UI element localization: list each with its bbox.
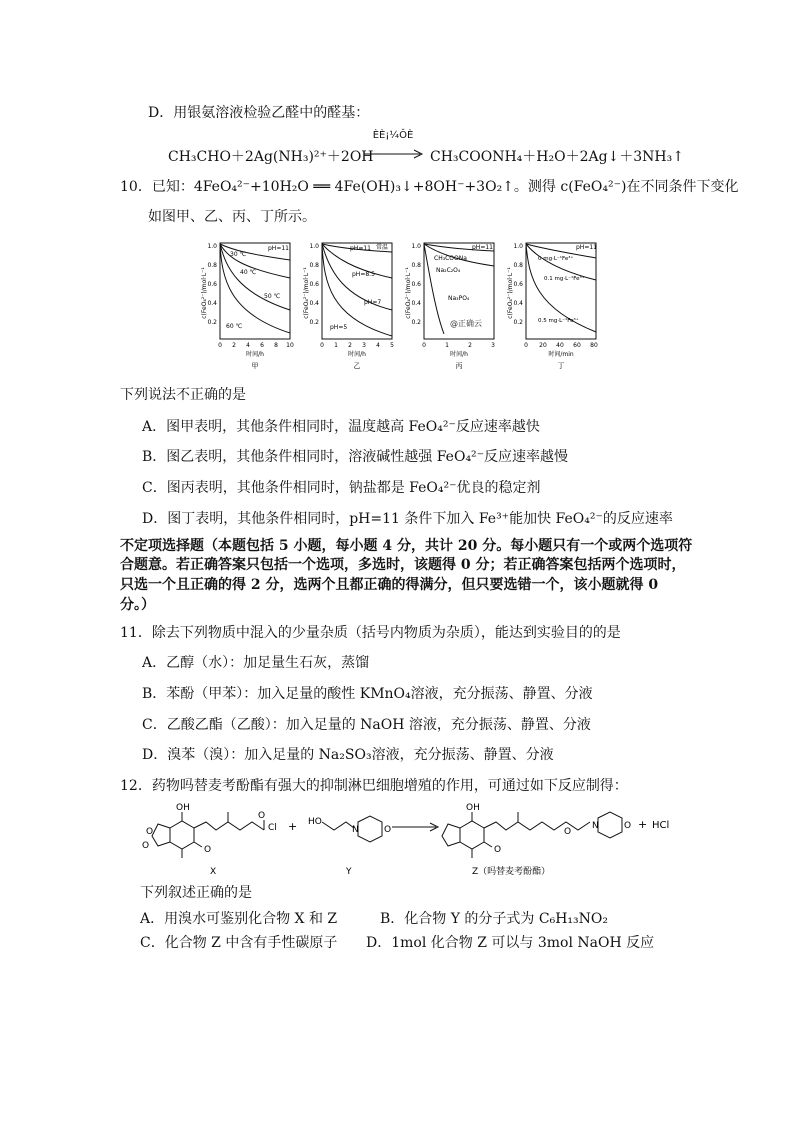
q10-option-a: A．图甲表明，其他条件相同时，温度越高 FeO₄²⁻反应速率越快	[142, 419, 540, 435]
x-axis-label: 时间/min	[548, 351, 574, 358]
z-o-label: O	[624, 821, 632, 831]
z-ome-label: O	[494, 845, 502, 855]
plus-sign-2: +	[638, 818, 648, 831]
chart-caption: 丙	[455, 362, 463, 370]
y-tick-0.2: 0.2	[207, 319, 217, 326]
curve-label-ch3coona: CH₃COONa	[434, 255, 467, 262]
q12-option-b: B．化合物 Y 的分子式为 C₆H₁₃NO₂	[380, 911, 608, 927]
x-tick-0: 0	[524, 342, 528, 349]
curve-label-na3po4: Na₃PO₄	[448, 295, 470, 302]
y-axis-label: c(FeO₄²⁻)/mol·L⁻¹	[201, 267, 208, 319]
q11-stem: 11．除去下列物质中混入的少量杂质（括号内物质为杂质），能达到实验目的的是	[120, 625, 621, 641]
curve-label-0.5mg: 0.5 mg·L⁻¹Fe³⁺	[538, 318, 579, 324]
y-tick-0.6: 0.6	[309, 281, 319, 288]
hcl-label: HCl	[652, 820, 670, 831]
x-ring-o-label: O	[146, 827, 154, 837]
x-axis-label: 时间/h	[246, 351, 264, 358]
x-tick-5: 5	[390, 342, 394, 349]
y-axis-label: c(FeO₄²⁻)/mol·L⁻¹	[507, 267, 514, 319]
y-tick-1.0: 1.0	[513, 243, 523, 250]
reaction-scheme	[140, 800, 680, 884]
x-tick-8: 8	[274, 342, 278, 349]
x-tick-1: 1	[445, 342, 449, 349]
curve-label-30c: 30 ℃	[230, 251, 247, 258]
y-n-label: N	[352, 825, 359, 835]
chart-bing	[402, 238, 502, 377]
curve-ph5	[322, 244, 392, 336]
y-tick-1.0: 1.0	[309, 243, 319, 250]
x-tick-20: 20	[539, 342, 547, 349]
y-tick-0.2: 0.2	[513, 319, 523, 326]
x-tick-0: 0	[218, 342, 222, 349]
curve-label-na2c2o4: Na₂C₂O₄	[436, 267, 461, 274]
y-o-label: O	[384, 825, 392, 835]
chart-jia	[198, 238, 298, 377]
x-tick-40: 40	[556, 342, 564, 349]
q12-option-c: C．化合物 Z 中含有手性碳原子	[140, 935, 338, 951]
curve-label-ph11: pH=11	[350, 245, 371, 252]
q10-option-b: B．图乙表明，其他条件相同时，溶液碱性越强 FeO₄²⁻反应速率越慢	[142, 449, 569, 465]
curve-label-0.1mg: 0.1 mg·L⁻¹Fe³⁺	[544, 276, 585, 282]
x-tick-2: 2	[232, 342, 236, 349]
chart-ding	[504, 238, 604, 377]
y-tick-0.6: 0.6	[513, 281, 523, 288]
y-ho-label: HO	[308, 817, 322, 827]
q12-option-a: A．用溴水可鉴别化合物 X 和 Z	[140, 911, 338, 927]
molecule-z	[442, 812, 622, 858]
chart-note: 常温	[376, 244, 389, 251]
q12-stem: 12．药物吗替麦考酚酯有强大的抑制淋巴细胞增殖的作用，可通过如下反应制得：	[120, 778, 628, 794]
q9-equation-left: CH₃CHO＋2Ag(NH₃)²⁺＋2OH⁻	[168, 149, 381, 165]
q11-option-c: C．乙酸乙酯（乙酸）：加入足量的 NaOH 溶液，充分振荡、静置、分液	[142, 717, 591, 733]
x-carbonyl-o-label: O	[142, 841, 150, 851]
chart-note: pH=11	[268, 245, 289, 252]
x-tick-3: 3	[362, 342, 366, 349]
q9-equation-arrow	[362, 130, 424, 160]
x-tick-0: 0	[320, 342, 324, 349]
x-cl-label: Cl	[268, 823, 277, 833]
x-tick-3: 3	[491, 342, 495, 349]
curve-label-ph5: pH=5	[330, 324, 348, 331]
watermark: @正确云	[450, 319, 482, 328]
y-tick-0.4: 0.4	[411, 300, 421, 307]
section-line-1: 不定项选择题（本题包括 5 小题，每小题 4 分，共计 20 分。每小题只有一个或两个选项符	[120, 538, 693, 554]
curve-label-50c: 50 ℃	[264, 293, 281, 300]
z-ester-o-label: O	[564, 827, 572, 837]
chart-note: pH=11	[472, 244, 493, 251]
chart-caption: 乙	[353, 362, 361, 370]
section-line-3: 只选一个且正确的得 2 分，选两个且都正确的得满分，但只要选错一个，该小题就得 0	[120, 577, 659, 593]
y-tick-0.8: 0.8	[411, 262, 421, 269]
y-tick-0.8: 0.8	[309, 262, 319, 269]
x-tick-1: 1	[334, 342, 338, 349]
q12-question: 下列叙述正确的是	[140, 885, 252, 901]
z-oh-label: OH	[466, 803, 480, 813]
y-tick-0.6: 0.6	[207, 281, 217, 288]
curve-label-0mg: 0 mg·L⁻¹Fe³⁺	[538, 256, 574, 262]
x-tick-60: 60	[573, 342, 581, 349]
q10-stem-2: 如图甲、乙、丙、丁所示。	[148, 209, 316, 225]
x-axis-label: 时间/h	[450, 351, 468, 358]
q11-option-d: D．溴苯（溴）：加入足量的 Na₂SO₃溶液，充分振荡、静置、分液	[142, 747, 554, 763]
chart-note: pH=11	[576, 244, 597, 251]
x-tick-4: 4	[246, 342, 250, 349]
x-tick-2: 2	[348, 342, 352, 349]
chart-caption: 丁	[557, 362, 565, 370]
chart-caption: 甲	[251, 362, 259, 370]
y-axis-label: c(FeO₄²⁻)/mol·L⁻¹	[303, 267, 310, 319]
curve-label-ph7: pH=7	[364, 299, 382, 306]
q9-equation-right: CH₃COONH₄＋H₂O＋2Ag↓＋3NH₃↑	[430, 149, 684, 165]
chart-yi	[300, 238, 400, 377]
x-tick-10: 10	[286, 342, 294, 349]
x-ome-label: O	[204, 845, 212, 855]
y-tick-0.4: 0.4	[207, 300, 217, 307]
q10-option-d: D．图丁表明，其他条件相同时，pH=11 条件下加入 Fe³⁺能加快 FeO₄²⁻的反应速率	[142, 511, 673, 527]
q11-option-a: A．乙醇（水）：加足量生石灰，蒸馏	[142, 655, 370, 671]
x-tick-4: 4	[376, 342, 380, 349]
section-line-2: 合题意。若正确答案只包括一个选项，多选时，该题得 0 分；若正确答案包括两个选项时，	[120, 557, 686, 573]
x-tick-2: 2	[468, 342, 472, 349]
label-y: Y	[346, 867, 352, 877]
y-axis-label: c(FeO₄²⁻)/mol·L⁻¹	[405, 267, 412, 319]
x-axis-label: 时间/h	[348, 351, 366, 358]
y-tick-0.2: 0.2	[309, 319, 319, 326]
x-tick-80: 80	[590, 342, 598, 349]
label-z: Z（吗替麦考酚酯）	[472, 867, 551, 877]
y-tick-0.8: 0.8	[207, 262, 217, 269]
x-tick-6: 6	[260, 342, 264, 349]
y-tick-0.4: 0.4	[309, 300, 319, 307]
reaction-arrow	[392, 823, 438, 831]
y-tick-0.4: 0.4	[513, 300, 523, 307]
q10-stem-1: 10．已知：4FeO₄²⁻+10H₂O ══ 4Fe(OH)₃↓+8OH⁻+3O₂↑。测得 c(FeO₄²⁻)在不同条件下变化	[120, 179, 739, 195]
x-acyl-o-label: O	[258, 811, 266, 821]
curve-label-60c: 60 ℃	[226, 323, 243, 330]
q11-option-b: B．苯酚（甲苯）：加入足量的酸性 KMnO₄溶液，充分振荡、静置、分液	[142, 686, 593, 702]
x-tick-0: 0	[422, 342, 426, 349]
q9-arrow-condition: ÈÈ¡¼ÔÈ	[372, 130, 414, 141]
section-line-4: 分。）	[120, 597, 155, 613]
label-x: X	[210, 867, 217, 877]
curve-label-40c: 40 ℃	[240, 269, 257, 276]
q9-option-d: D．用银氨溶液检验乙醛中的醛基：	[148, 105, 370, 121]
z-n-label: N	[592, 821, 599, 831]
y-tick-1.0: 1.0	[411, 243, 421, 250]
y-tick-0.8: 0.8	[513, 262, 523, 269]
q10-question: 下列说法不正确的是	[120, 387, 246, 403]
x-oh-label: OH	[176, 803, 190, 813]
plus-sign-1: +	[288, 820, 298, 833]
curve-label-ph8.5: pH=8.5	[352, 271, 375, 278]
y-tick-0.2: 0.2	[411, 319, 421, 326]
q12-option-d: D．1mol 化合物 Z 可以与 3mol NaOH 反应	[366, 935, 655, 951]
q10-option-c: C．图丙表明，其他条件相同时，钠盐都是 FeO₄²⁻优良的稳定剂	[142, 480, 541, 496]
y-tick-1.0: 1.0	[207, 243, 217, 250]
y-tick-0.6: 0.6	[411, 281, 421, 288]
